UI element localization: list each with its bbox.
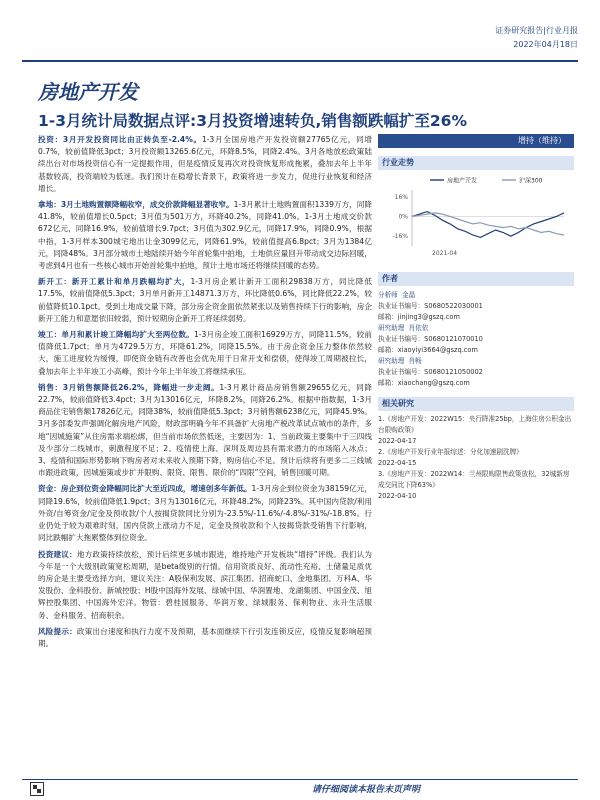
paragraph-land (38, 199, 372, 272)
qr-code-icon (30, 782, 44, 796)
paragraph-text: 1-3月累计商品房销售额29655亿元，同降22.7%，较前值降低3.4pct；3月为13016亿元，环降8.2%，同降26.2%。根据中指数据，1-3月商品住宅销售额17826亿元，同降38%，较前值降低5.3pct；3月销售额6238亿元，同降45.9%。3月多部委发声强调化解房地产风险，财政部明确今年不具备扩大房地产税改革试点城市的条件，多地“因城施策”从住房需求端松绑，但当前市场依然低迷，主要因为：1、当前政策主要集中于三四线及少部分二线城市，刺激程度不足；2、疫情使上海、深圳及周边县有需求潜力的市场陷入冰点；3、疫情和国际形势影响下购房者对未来收入预期下降，购房信心不足。预计后续将有更多二三线城市跟进政策，因城施策或步扩并限购、限贷、限售、限价的“四限”空间，销售回暖可期。 (38, 382, 372, 478)
paragraph-text: 1-3月全国房地产开发投资额27765亿元，同增0.7%，较前值降低3pct；3月投资额13265.6亿元，环降8.5%，同降2.4%。3月各地放松政策陆续出台对市场投资信心有一定提振作用，但是疫情反复再次对投资恢复形成拖累，叠加去年上半年基数较高，投资端较为低迷。我们预计在稳增长背景下，政策将进一步发力，促进行业恢复和经济增长。 (38, 135, 372, 193)
paragraph-text: 地方政策持续放松，预计后续更多城市跟进，维持地产开发板块“增持”评级。我们认为今年是一个大级别政策宽松周期，是beta级别的行情。信用资质良好、流动性充裕、土储量足质优的房企是主要受选择方向，建议关注：A股保利发展、滨江集团、招商蛇口、金地集团、万科A、华发股份、金科股份、新城控股；H股中国海外发展、绿城中国、华润置地、龙湖集团、中国金茂、旭辉控股集团、中国海外宏洋。物管：碧桂园服务、华润万象、绿城服务、保利物业、永升生活服务、金科服务、招商积余。 (38, 549, 372, 620)
paragraph-title: 销售：3月销售额降低26.2%，降幅进一步走阔。 (38, 382, 220, 392)
market-chart (378, 172, 574, 264)
report-type: 证券研究报告|行业月报 (495, 26, 578, 35)
analyst-entry (378, 323, 574, 356)
related-item[interactable] (378, 414, 574, 447)
market-chart-svg (378, 172, 574, 264)
paragraph-investment (38, 134, 372, 195)
footer-note: 请仔细阅读本报告末页声明 (311, 785, 420, 795)
related-title[interactable]: 1.《房地产开发：2022W15：央行降准25bp，上海住房公积金出台限购政策》 (378, 415, 572, 434)
analyst-name: 肖畅 (408, 357, 422, 365)
footer-divider (22, 779, 578, 780)
rating-badge: 增持（维持） (378, 134, 574, 148)
related-date: 2022-04-15 (378, 459, 417, 467)
analyst-role: 研究助理 (378, 357, 405, 365)
report-headline: 1-3月统计局数据点评:3月投资增速转负,销售额跌幅扩至26% (38, 112, 467, 130)
paragraph-risk (38, 626, 372, 650)
report-date: 2022年04月18日 (513, 40, 578, 49)
analyst-entry (378, 290, 574, 323)
analyst-section-title: 作者 (378, 272, 574, 286)
legend-label: 房地产开发 (447, 177, 478, 185)
paragraph-title: 拿地：3月土地购置额降幅收窄，成交价款降幅显著收窄。 (38, 200, 234, 210)
related-date: 2022-04-10 (378, 492, 417, 500)
related-title[interactable]: 3.《房地产开发：2022W14：兰州限购限售政策放松，32城新房成交同比下降63%》 (378, 470, 570, 489)
paragraph-suggestion (38, 549, 372, 622)
y-tick-label: 16% (394, 193, 408, 201)
analyst-cert: 执业证书编号：S0680121050002 (378, 368, 483, 376)
related-item[interactable] (378, 447, 574, 469)
paragraph-text: 1-3月房企到位资金为38159亿元，同降19.6%，较前值降低1.9pct；3月为13016亿元，环降48.2%，同降23%。其中国内贷款/利用外资/自筹资金/定金及预收款/个人按揭贷款同比分别为-23.5%/-11.6%/-4.8%/-31%/-18.8%。行业仍处于较为艰难时刻，国内贷款上涨动力不足，定金及预收款和个人按揭贷款受销售下行影响，同比跌幅扩大拖累整体到位资金。 (38, 484, 372, 543)
related-item[interactable] (378, 469, 574, 502)
related-title[interactable]: 2.《房地产开发行业年报综述：分化加速剧洗牌》 (378, 448, 523, 456)
analyst-email[interactable]: 邮箱：xiaochang@gszq.com (378, 379, 470, 387)
paragraph-completion (38, 329, 372, 378)
market-section-title: 行业走势 (378, 156, 574, 170)
analyst-name: 金晶 (401, 291, 416, 299)
report-header (495, 24, 578, 52)
sidebar (378, 134, 574, 502)
paragraph-title: 资金：房企到位资金降幅同比扩大至近四成，增速创多年新低。 (38, 484, 252, 494)
paragraph-text: 1-3月累计土地购置面积1339万方，同降41.8%，较前值增长0.5pct；3月值为501万方，环降40.2%，同降41.0%。1-3月土地成交价款672亿元，同降16.9%，较前值增长9.7pct；3月值为302.9亿元，同降17.9%，同降0.9%，根据中指，1-3月样本300城宅地出让金3099亿元，同降61.9%，较前值提高6.8pct；3月为1384亿元，同降48%。3月部分城市土地陆续开始今年首轮集中拍地，土地供应量回升带动成交边际回暖，考虑到4月也有一些核心城市开始首轮集中拍地，预计土地市场还将继续回暖的态势。 (38, 200, 372, 271)
paragraph-text: 1-3月房企累计新开工面积29838万方，同比降低17.5%，较前值降低5.3pct；3月单月新开工14871.3万方，环比降低0.6%，同比降低22.2%，较前值降低10.1pct。受到土地成交量下降，部分房企资金面依然紧张以及销售持续下行的影响，房企新开工能力和意愿依旧较弱，预计短期房企新开工将延续弱势。 (38, 277, 372, 323)
paragraph-title: 投资建议： (38, 549, 77, 559)
analyst-cert: 执业证书编号：S0680522030001 (378, 302, 483, 310)
paragraph-title: 新开工：新开工累计和单月跌幅均扩大， (38, 277, 191, 287)
y-tick-label: -16% (392, 233, 408, 241)
paragraph-title: 投资：3月开发投资同比由正转负至-2.4%。 (38, 135, 202, 144)
analyst-role: 分析师 (378, 291, 398, 299)
body-column (38, 134, 372, 774)
header-divider (22, 60, 578, 62)
related-section-title: 相关研究 (378, 397, 574, 411)
sector-title: 房地产开发 (38, 80, 138, 104)
analyst-cert: 执业证书编号：S0680121070010 (378, 335, 483, 343)
paragraph-title: 竣工：单月和累计竣工降幅均扩大至两位数。 (38, 330, 194, 340)
related-date: 2022-04-17 (378, 437, 417, 445)
paragraph-title: 风险提示： (38, 626, 77, 636)
analyst-role: 研究助理 (378, 324, 405, 332)
paragraph-text: 1-3月房企竣工面积16929万方，同降11.5%，较前值降低1.7pct；单月为4729.5万方，环降61.2%，同降15.5%。由于房企资金压力整体依然较大，施工进度较为缓慢，即使资金链有改善也会优先用于日常开支和偿债，使得竣工周期被拉长，叠加去年上半年竣工小高峰，预计今年上半年竣工将继续承压。 (38, 330, 372, 376)
analyst-name: 肖依依 (408, 324, 429, 332)
paragraph-text: 政策出台速度和执行力度不及预期，基本面继续下行引发连锁反应，疫情反复影响超预期。 (38, 626, 372, 648)
analyst-email[interactable]: 邮箱：xiaoyiyi3664@gszq.com (378, 346, 478, 354)
related-list (378, 414, 574, 502)
analyst-email[interactable]: 邮箱：jinjing3@gszq.com (378, 313, 460, 321)
paragraph-funds (38, 483, 372, 544)
analyst-list (378, 290, 574, 389)
analyst-entry (378, 356, 574, 389)
legend-label: 沪深300 (519, 177, 543, 185)
paragraph-sales (38, 382, 372, 480)
x-tick-label: 2021-04 (432, 250, 458, 257)
y-tick-label: 0% (398, 213, 408, 221)
paragraph-new-start (38, 276, 372, 325)
series-line (412, 213, 564, 235)
